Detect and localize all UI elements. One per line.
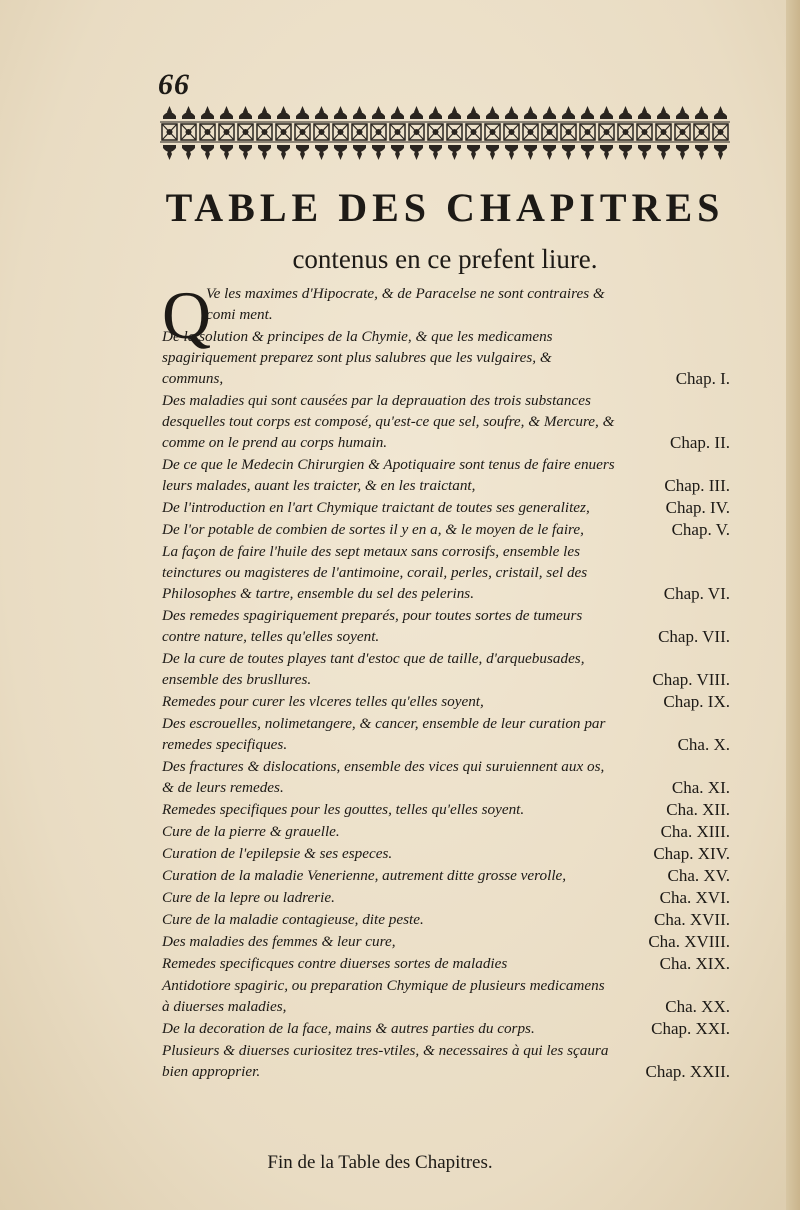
toc-entry-chapter: Cha. XIX. [659,954,730,973]
toc-entry-text: Des escrouelles, nolimetangere, & cancer, ensemble de leur curation par remedes specifiques. [162,715,606,753]
toc-entry-text: Curation de la maladie Venerienne, autrement ditte grosse verolle, [162,867,567,884]
toc-entry-chapter: Chap. VII. [658,627,730,646]
page-subtitle: contenus en ce prefent liure. [292,244,598,274]
toc-entry-text: Des fractures & dislocations, ensemble des vices qui suruiennent aux os, & de leurs remedes. [162,758,605,796]
page-title: TABLE DES CHAPITRES [165,185,725,230]
toc-entry [162,326,738,389]
toc-entry [162,931,738,952]
toc-entry [162,975,738,1017]
toc-entry [162,497,738,518]
toc-entry-chapter: Cha. XVI. [659,888,730,907]
toc-entry-text: De l'introduction en l'art Chymique traictant de toutes ses generalitez, [162,499,590,516]
toc-entry [162,756,738,798]
toc-entry-text: Cure de la pierre & grauelle. [162,823,340,840]
toc-entry-chapter: Chap. XIV. [653,844,730,863]
toc-entry-text: La façon de faire l'huile des sept metaux sans corrosifs, ensemble les teinctures ou magisteres de l'antimoine, corail, perles, cristail, sel des Philosophes & tartre, ensemble du sel des pelerins. [162,543,588,602]
toc-entry-chapter: Chap. IX. [663,692,730,711]
toc-entry [162,283,738,325]
closing-line: Fin de la Table des Chapitres. [267,1152,493,1173]
toc-entry-text: Remedes specifiques pour les gouttes, telles qu'elles soyent. [162,801,525,818]
toc-entry-text: Des remedes spagiriquement preparés, pour toutes sortes de tumeurs contre nature, telles qu'elles soyent. [162,607,583,645]
toc-entry [162,843,738,864]
toc-entry-chapter: Cha. XVII. [653,910,730,929]
toc-entry [162,1040,738,1082]
toc-entry-chapter: Cha. XV. [667,866,730,885]
toc-entry-text: Des maladies qui sont causées par la deprauation des trois substances desquelles tout corps est composé, qu'est-ce que sel, soufre, & Mercure, & comme on le prend au corps humain. [162,392,615,451]
toc-entry-chapter: Chap. VI. [663,584,730,603]
decorative-headband [160,104,730,162]
toc-entry-text: Remedes specificques contre diuerses sortes de maladies [162,955,508,972]
toc-entry-chapter: Cha. XII. [666,800,730,819]
toc-entry [162,691,738,712]
toc-entry-chapter: Chap. IV. [665,498,730,517]
toc-entry [162,713,738,755]
toc-entry-text: Ve les maximes d'Hipocrate, & de Paracelse ne sont contraires & comi ment. [206,285,605,323]
toc-entry-text: Plusieurs & diuerses curiositez tres-vtiles, & necessaires à qui les sçaura bien approprier. [162,1042,609,1080]
toc-entry [162,799,738,820]
toc-entry-chapter: Chap. II. [670,433,730,452]
toc-entry-chapter: Cha. XIII. [660,822,730,841]
toc-entry [162,953,738,974]
toc-entry-chapter: Chap. XXII. [645,1062,730,1081]
toc-entry-chapter: Cha. XVIII. [648,932,730,951]
page-edge [786,0,800,1210]
toc-entry [162,519,738,540]
toc-entry [162,541,738,604]
toc-entry-chapter: Cha. X. [677,735,730,754]
toc-entry-text: De l'or potable de combien de sortes il y en a, & le moyen de le faire, [162,521,584,538]
page-number: 66 [158,68,190,101]
toc-entry-text: De ce que le Medecin Chirurgien & Apotiquaire sont tenus de faire enuers leurs malades, auant les traicter, & en les traictant, [162,456,615,494]
toc-entry-chapter: Chap. III. [664,476,730,495]
toc-entry-chapter: Chap. V. [671,520,730,539]
toc-entry [162,909,738,930]
toc-entry-text: Cure de la lepre ou ladrerie. [162,889,335,906]
toc-entry-text: Cure de la maladie contagieuse, dite peste. [162,911,424,928]
toc-entry [162,821,738,842]
toc-entry-text: Des maladies des femmes & leur cure, [162,933,396,950]
toc-entry [162,887,738,908]
toc-entry [162,605,738,647]
toc-entry-chapter: Chap. XXI. [651,1019,730,1038]
toc-entry [162,454,738,496]
toc-entry [162,1018,738,1039]
toc-entry [162,865,738,886]
toc-entry-chapter: Chap. VIII. [652,670,730,689]
toc-entry-text: Curation de l'epilepsie & ses especes. [162,845,393,862]
drop-cap: Q [162,277,212,353]
toc-entry-text: Remedes pour curer les vlceres telles qu'elles soyent, [162,693,484,710]
table-of-contents [162,277,738,1083]
toc-entry [162,648,738,690]
toc-entry [162,390,738,453]
toc-entry-chapter: Cha. XX. [665,997,730,1016]
toc-entry-text: De la cure de toutes playes tant d'estoc que de taille, d'arquebusades, ensemble des brusllures. [162,650,585,688]
toc-entry-chapter: Chap. I. [675,369,730,388]
toc-entry-chapter: Cha. XI. [671,778,730,797]
toc-entry-text: De la decoration de la face, mains & autres parties du corps. [162,1020,535,1037]
toc-entry-text: De la solution & principes de la Chymie, & que les medicamens spagiriquement preparez sont plus salubres que les vulgaires, & communs, [162,328,553,387]
toc-entries [162,277,738,1082]
toc-entry-text: Antidotiore spagiric, ou preparation Chymique de plusieurs medicamens à diuerses maladies, [162,977,605,1015]
